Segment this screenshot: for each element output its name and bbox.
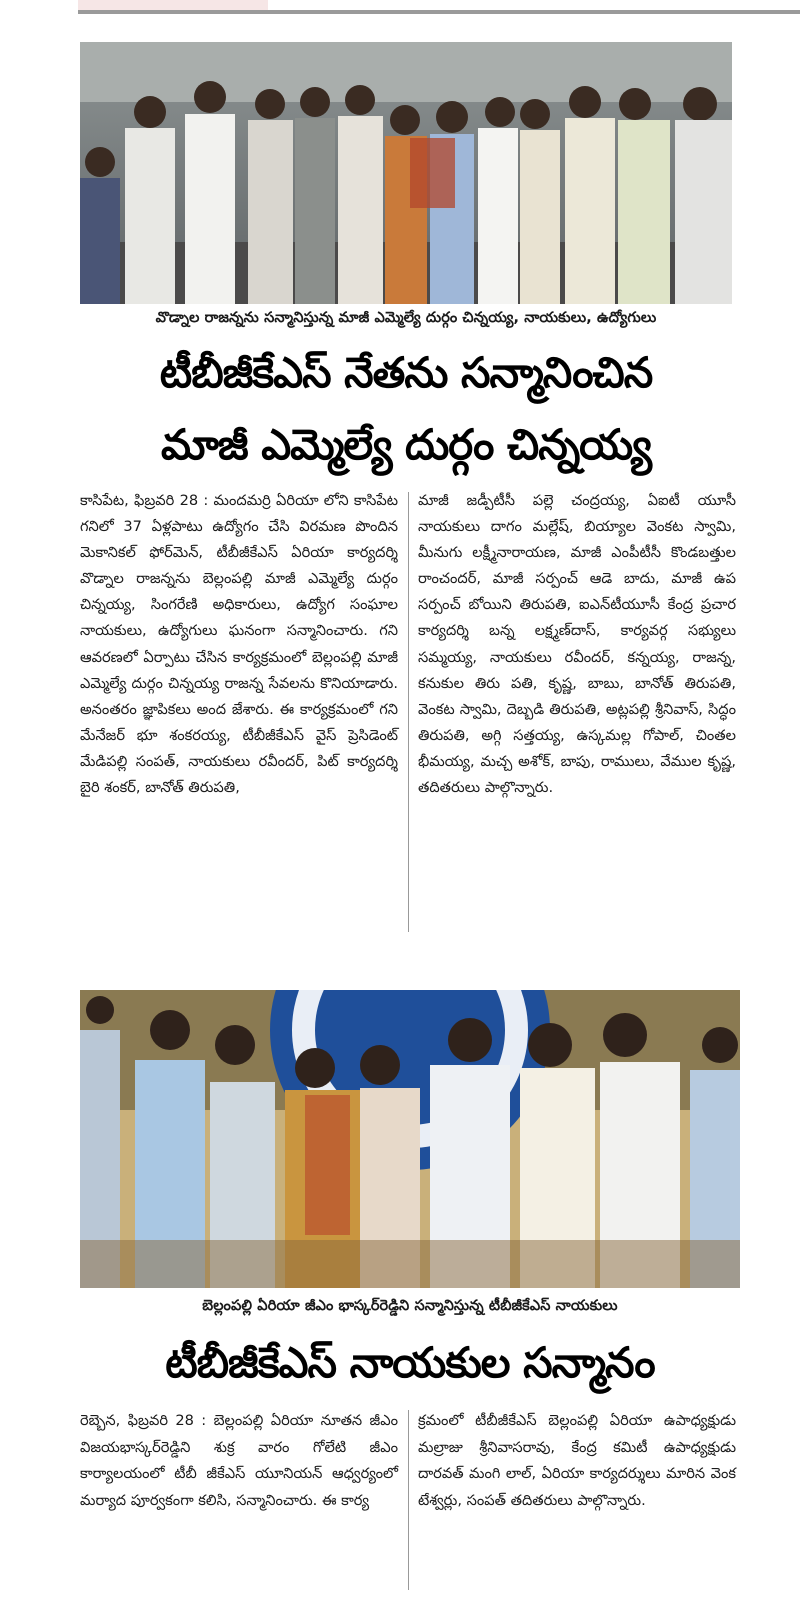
article2-body-col1: రెబ్బెన, ఫిబ్రవరి 28 : బెల్లంపల్లి ఏరియా నూతన జీఎం విజయభాస్కర్‌రెడ్డిని శుక్ర వారం గోలేటి జీఎం కార్యాలయంలో టీబీ జీకేఎస్ యూనియన్ ఆధ్వర్యంలో మర్యాద పూర్వకంగా కలిసి, సన్మానించారు. ఈ కార్య (80, 1412, 398, 1509)
group-felicitation-photo (80, 42, 732, 304)
article1-column-divider (408, 492, 409, 932)
article2-column-1 (80, 1408, 398, 1514)
article2-photo (80, 990, 740, 1288)
article1-photo (80, 42, 732, 304)
article2-column-divider (408, 1410, 409, 1590)
gm-felicitation-photo (80, 990, 740, 1288)
article1-body-col2: మాజీ జడ్పీటీసీ పల్లె చంద్రయ్య, ఏఐటీ యూసీ నాయకులు దాగం మల్లేష్, బియ్యాల వెంకట స్వామి, మీనుగు లక్ష్మీనారాయణ, మాజీ ఎంపీటీసీ కొండబత్తుల రాంచందర్, మాజీ సర్పంచ్ ఆడె బాదు, మాజీ ఉప సర్పంచ్ బోయిని తిరుపతి, ఐఎన్‌టీయూసీ కేంద్ర ప్రచార కార్యదర్శి బన్న లక్ష్మణ్‌దాస్, కార్యవర్గ సభ్యులు సమ్మయ్య, నాయకులు రవీందర్, కన్నయ్య, రాజన్న, కనుకుల తిరు పతి, కృష్ణ, బాబు, బానోత్ తిరుపతి, వెంకట స్వామి, దెబ్బడి తిరుపతి, అట్లపల్లి శ్రీనివాస్, సిద్ధం తిరుపతి, అగ్గి సత్తయ్య, ఉస్కమల్ల గోపాల్, చింతల భీమయ్య, మచ్చ అశోక్, బాపు, రాములు, వేముల కృష్ణ, తదితరులు పాల్గొన్నారు. (418, 492, 736, 797)
article2-column-2 (418, 1408, 736, 1514)
top-tab-highlight (78, 0, 268, 10)
article2-headline: టీబీజీకేఎస్ నాయకుల సన్మానం (165, 1338, 655, 1387)
article1-photo-caption: వొడ్నాల రాజన్నను సన్మానిస్తున్న మాజీ ఎమ్మెల్యే దుర్గం చిన్నయ్య, నాయకులు, ఉద్యోగులు (155, 310, 657, 326)
article1-column-1 (80, 488, 398, 801)
top-rule (78, 10, 800, 14)
article2-body-col2: క్రమంలో టీబీజీకేఎస్ బెల్లంపల్లి ఏరియా ఉపాధ్యక్షుడు మల్రాజు శ్రీనివాసరావు, కేంద్ర కమిటీ ఉపాధ్యక్షుడు దారవత్ మంగి లాల్, ఏరియా కార్యదర్శులు మారిన వెంక టేశ్వర్లు, సంపత్ తదితరులు పాల్గొన్నారు. (418, 1412, 736, 1509)
article1-headline-line2: మాజీ ఎమ్మెల్యే దుర్గం చిన్నయ్య (161, 420, 651, 469)
article2-photo-caption: బెల్లంపల్లి ఏరియా జీఎం భాస్కర్‌రెడ్డిని సన్మానిస్తున్న టీబీజీకేఎస్ నాయకులు (202, 1298, 618, 1314)
page-top-strip (0, 0, 800, 22)
article1-headline-line1: టీబీజీకేఎస్ నేతను సన్మానించిన (159, 348, 653, 397)
article1-column-2 (418, 488, 736, 801)
article1-body-col1: కాసిపేట, ఫిబ్రవరి 28 : మందమర్రి ఏరియా లోని కాసిపేట గనిలో 37 ఏళ్లపాటు ఉద్యోగం చేసి విరమణ పొందిన మెకానికల్ ఫోర్‌మెన్, టీబీజీకేఎస్ ఏరియా కార్యదర్శి వొడ్నాల రాజన్నను బెల్లంపల్లి మాజీ ఎమ్మెల్యే దుర్గం చిన్నయ్య, సింగరేణి అధికారులు, ఉద్యోగ సంఘాల నాయకులు, ఉద్యోగులు ఘనంగా సన్మానించారు. గని ఆవరణలో ఏర్పాటు చేసిన కార్యక్రమంలో బెల్లంపల్లి మాజీ ఎమ్మెల్యే దుర్గం చిన్నయ్య రాజన్న సేవలను కొనియాడారు. అనంతరం జ్ఞాపికలు అంద జేశారు. ఈ కార్యక్రమంలో గని మేనేజర్ భూ శంకరయ్య, టీబీజీకేఎస్ వైస్ ప్రెసిడెంట్ మేడిపల్లి సంపత్, నాయకులు రవీందర్, పిట్ కార్యదర్శి బైరి శంకర్, బానోత్ తిరుపతి, (80, 492, 398, 797)
